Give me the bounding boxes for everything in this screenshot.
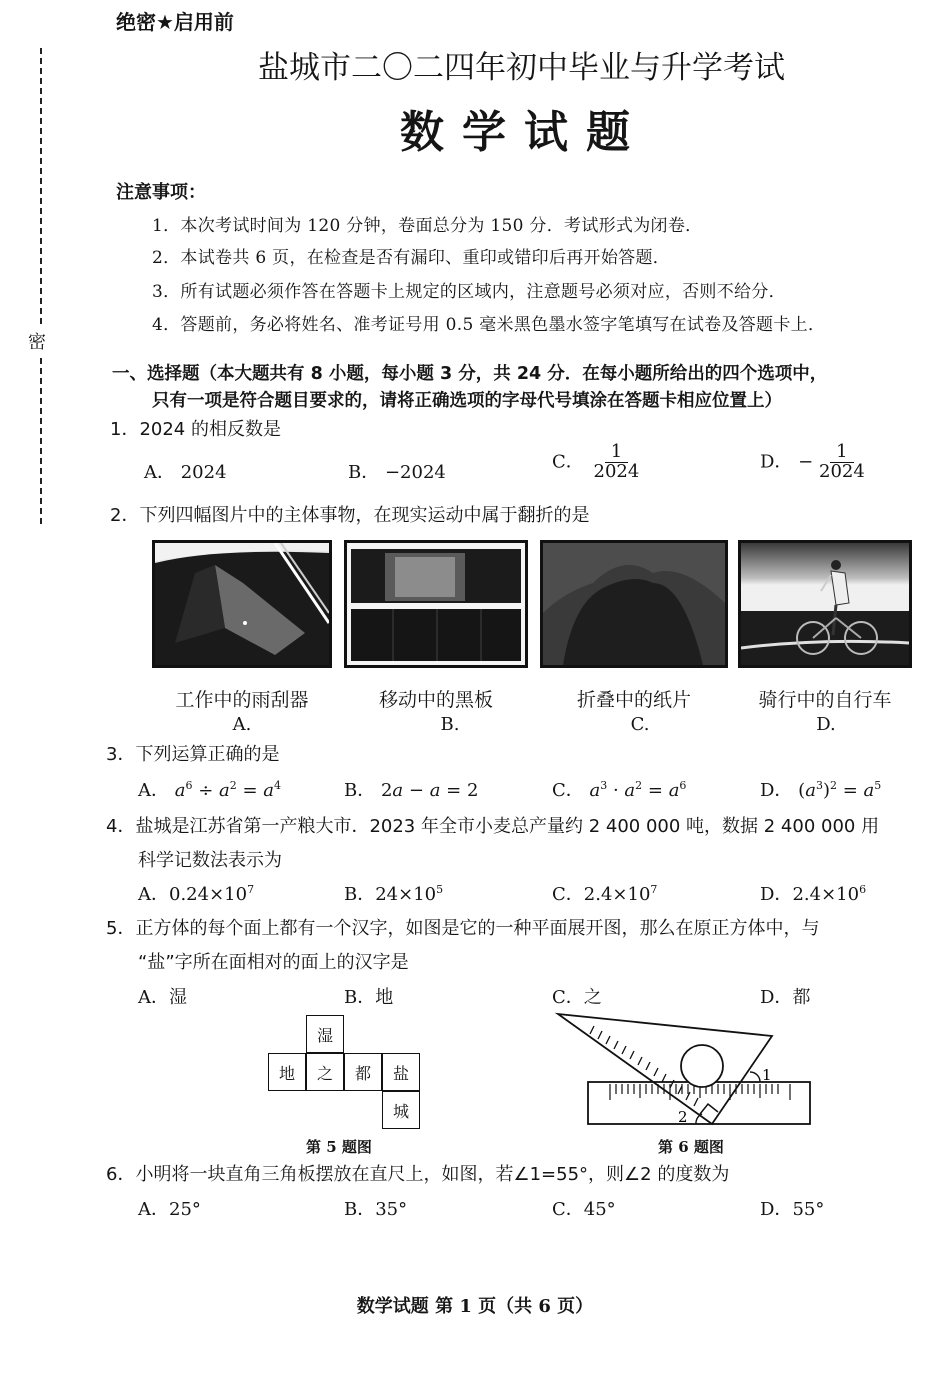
angle-1-label: 1	[762, 1066, 772, 1084]
notice-heading: 注意事项：	[116, 182, 206, 203]
q5-option-c	[552, 983, 602, 1009]
net-cell: 湿	[306, 1015, 344, 1053]
page-footer: 数学试题 第 1 页（共 6 页）	[356, 1296, 594, 1317]
net-cell: 之	[306, 1053, 344, 1091]
figure-6-caption: 第 6 题图	[658, 1138, 724, 1156]
notice-item: 4．答题前，务必将姓名、准考证号用 0.5 毫米黑色墨水签字笔填写在试卷及答题卡上．	[152, 315, 826, 335]
option-text: 35°	[375, 1199, 408, 1220]
option-label: A．	[144, 462, 175, 483]
q3-option-b	[344, 776, 478, 802]
question-1-stem: 1．2024 的相反数是	[110, 419, 281, 440]
section-heading-line1: 一、选择题（本大题共有 8 小题，每小题 3 分，共 24 分．在每小题所给出的四个选项中，	[112, 364, 828, 384]
net-cell: 城	[382, 1091, 420, 1129]
option-text: 2024	[180, 462, 227, 483]
photo-c-caption: 折叠中的纸片	[576, 689, 691, 711]
q4-option-b	[344, 880, 443, 906]
photo-windshield-wiper	[152, 540, 332, 668]
expression: $a^6 \div a^2 = a^4$	[174, 779, 281, 801]
question-5-stem-line1: 5．正方体的每个面上都有一个汉字，如图是它的一种平面展开图，那么在原正方体中，与	[106, 918, 820, 939]
net-cell: 地	[268, 1053, 306, 1091]
q3-option-c	[552, 776, 686, 802]
net-cell: 盐	[382, 1053, 420, 1091]
expression: $a^3 \cdot a^2 = a^6$	[589, 779, 687, 801]
photo-d-caption: 骑行中的自行车	[758, 689, 892, 711]
fraction-denominator: 2024	[593, 460, 640, 482]
option-mantissa: 0.24×10	[169, 884, 248, 905]
folding-paper-image	[543, 543, 725, 665]
option-text: 45°	[583, 1199, 616, 1220]
subject-title: 数学试题	[400, 107, 648, 158]
option-label: A．	[138, 1199, 169, 1220]
photo-a-label: A.	[232, 714, 252, 735]
option-label: C．	[552, 884, 584, 905]
option-mantissa: 24×10	[375, 884, 437, 905]
option-label: D．	[760, 780, 793, 801]
option-label: A．	[138, 987, 169, 1008]
triangle-ruler-figure	[550, 1008, 820, 1136]
net-cell: 都	[344, 1053, 382, 1091]
fraction-numerator: 1	[830, 443, 853, 463]
question-6-stem: 6．小明将一块直角三角板摆放在直尺上，如图，若∠1=55°，则∠2 的度数为	[106, 1164, 730, 1185]
notice-item: 3．所有试题必须作答在答题卡上规定的区域内，注意题号必须对应，否则不给分．	[152, 282, 786, 302]
notice-item: 2．本试卷共 6 页，在检查是否有漏印、重印或错印后再开始答题．	[152, 248, 671, 268]
option-label: D．	[760, 451, 793, 473]
option-label: B．	[348, 462, 380, 483]
photo-b-caption: 移动中的黑板	[378, 689, 493, 711]
option-label: C．	[552, 987, 584, 1008]
notice-item: 1．本次考试时间为 120 分钟，卷面总分为 150 分．考试形式为闭卷．	[152, 216, 703, 236]
q1-option-a	[144, 458, 227, 484]
option-text: 之	[583, 987, 602, 1008]
option-text: 湿	[169, 987, 187, 1008]
option-mantissa: 2.4×10	[583, 884, 651, 905]
fraction-denominator: 2024	[819, 460, 865, 482]
photo-riding-bicycle	[738, 540, 912, 668]
q4-option-a	[138, 880, 254, 906]
photo-folding-paper	[540, 540, 728, 668]
fraction-numerator: 1	[605, 443, 628, 463]
question-2-stem: 2．下列四幅图片中的主体事物，在现实运动中属于翻折的是	[110, 505, 590, 526]
expression: $(a^3)^2 = a^5$	[798, 779, 882, 801]
option-label: B．	[344, 987, 376, 1008]
option-label: C．	[552, 451, 584, 473]
option-text: −2024	[384, 462, 446, 483]
option-exponent: 7	[650, 883, 658, 896]
option-text: 25°	[169, 1199, 201, 1220]
option-text: 都	[792, 987, 811, 1008]
photo-sliding-blackboard	[344, 540, 528, 668]
expression: 2a − a = 2	[380, 780, 479, 801]
q1-option-b	[348, 458, 446, 484]
fraction	[819, 443, 865, 482]
option-label: B．	[344, 884, 376, 905]
q1-option-d	[760, 443, 865, 482]
top-secret-label: 绝密★启用前	[116, 10, 234, 34]
q3-option-d	[760, 776, 881, 802]
question-4-stem-line1: 4．盐城是江苏省第一产粮大市．2023 年全市小麦总产量约 2 400 000 吨，数据 2 400 000 用	[106, 816, 880, 837]
option-label: D．	[760, 1199, 793, 1220]
photo-d-label: D.	[816, 714, 836, 735]
figure-5-caption: 第 5 题图	[306, 1138, 372, 1156]
photo-b-label: B.	[440, 714, 460, 735]
option-text: 55°	[792, 1199, 825, 1220]
q4-option-d	[760, 880, 866, 906]
option-label: C．	[552, 780, 584, 801]
binding-dashed-line	[40, 48, 42, 524]
option-exponent: 7	[247, 883, 255, 896]
option-text: 地	[375, 987, 394, 1008]
angle-2-label: 2	[678, 1108, 688, 1126]
fraction	[594, 443, 640, 482]
option-label: D．	[760, 987, 793, 1008]
option-exponent: 5	[436, 883, 444, 896]
option-label: B．	[344, 1199, 376, 1220]
q5-option-d	[760, 983, 810, 1009]
section-heading-line2: 只有一项是符合题目要求的，请将正确选项的字母代号填涂在答题卡相应位置上）	[152, 391, 782, 411]
bicycle-image	[741, 543, 909, 665]
option-label: A．	[138, 780, 169, 801]
q6-option-a	[138, 1195, 201, 1221]
q5-option-a	[138, 983, 187, 1009]
binding-seal-char: 密	[28, 326, 46, 356]
cube-net-figure	[268, 1015, 428, 1133]
option-label: D．	[760, 884, 793, 905]
option-label: C．	[552, 1199, 584, 1220]
blackboard-image	[347, 543, 525, 665]
photo-a-caption: 工作中的雨刮器	[175, 689, 309, 711]
question-5-stem-line2: “盐”字所在面相对的面上的汉字是	[138, 952, 409, 973]
option-label: B．	[344, 780, 376, 801]
question-3-stem: 3．下列运算正确的是	[106, 744, 280, 765]
q1-option-c	[552, 443, 639, 482]
option-exponent: 6	[859, 883, 867, 896]
option-mantissa: 2.4×10	[792, 884, 860, 905]
q6-option-b	[344, 1195, 407, 1221]
minus-sign: −	[798, 451, 814, 473]
q6-option-c	[552, 1195, 616, 1221]
q5-option-b	[344, 983, 393, 1009]
option-label: A．	[138, 884, 169, 905]
wiper-image	[155, 543, 329, 665]
question-4-stem-line2: 科学记数法表示为	[138, 850, 282, 871]
exam-title: 盐城市二〇二四年初中毕业与升学考试	[258, 50, 785, 86]
q4-option-c	[552, 880, 657, 906]
photo-c-label: C.	[630, 714, 650, 735]
q6-option-d	[760, 1195, 824, 1221]
q3-option-a	[138, 776, 281, 802]
